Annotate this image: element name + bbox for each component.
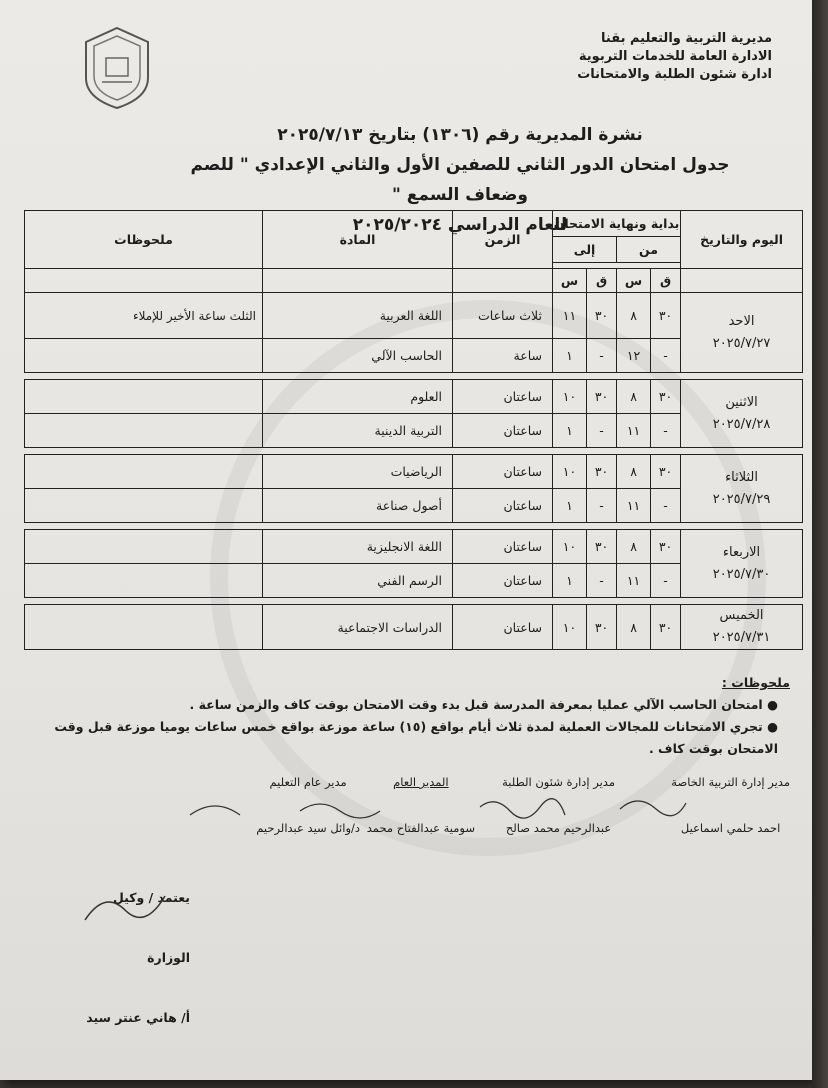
approval-name: أ/ هاني عنتر سيد [86, 1010, 190, 1025]
cell-to-q: - [587, 564, 617, 598]
cell-to-q: - [587, 414, 617, 448]
cell-to-q: ٣٠ [587, 455, 617, 489]
cell-to-q: ٣٠ [587, 380, 617, 414]
day-name: الاربعاء [722, 544, 761, 560]
table-row [25, 380, 803, 414]
cell-to-s: ١ [553, 339, 587, 373]
cell-note [25, 489, 263, 523]
cell-subject: أصول صناعة [263, 489, 453, 523]
cell-note [25, 564, 263, 598]
day-cell [681, 380, 803, 448]
day-name: الاحد [728, 313, 755, 329]
day-cell [681, 455, 803, 523]
table-row [25, 605, 803, 650]
general-title: المدير العام [393, 775, 449, 789]
day-cell [681, 293, 803, 373]
subheader-to-hours: س [553, 269, 587, 293]
background-edge [812, 0, 828, 1088]
cell-duration: ساعتان [453, 380, 553, 414]
day-date: ٢٠٢٥/٧/٢٩ [712, 491, 771, 507]
cell-from-q: ٣٠ [651, 455, 681, 489]
cell-to-q: - [587, 339, 617, 373]
bulletin-title: نشرة المديرية رقم (١٣٠٦) بتاريخ ٢٠٢٥/٧/١٣ [277, 125, 643, 145]
cell-duration: ساعتان [453, 605, 553, 650]
cell-to-s: ١٠ [553, 530, 587, 564]
cell-from-s: ٨ [617, 530, 651, 564]
day-gap [25, 523, 803, 530]
note-text-2: تجري الامتحانات للمجالات العملية لمدة ثلاث أيام بواقع (١٥) ساعة موزعة بواقع خمس ساعات يوميا موزعة قبل وقت الامتحان بوقت كاف . [54, 719, 778, 756]
general-name: سومية عبدالفتاح محمد [366, 821, 475, 835]
approval-signature [80, 890, 170, 930]
cell-to-q: ٣٠ [587, 530, 617, 564]
header-duration: الزمن [453, 211, 553, 269]
header-line-2: الادارة العامة للخدمات التربوية [578, 49, 772, 64]
special-ed-name: احمد حلمي اسماعيل [680, 821, 781, 835]
cell-from-q: - [651, 414, 681, 448]
subheader-from-hours: س [617, 269, 651, 293]
directorate-header [552, 30, 772, 84]
subheader-row [25, 269, 803, 293]
cell-note [25, 455, 263, 489]
handwritten-signatures [150, 789, 790, 829]
cell-subject: الرسم الفني [263, 564, 453, 598]
header-line-3: ادارة شئون الطلبة والامتحانات [577, 67, 772, 82]
header-day-date: اليوم والتاريخ [681, 211, 803, 269]
day-gap [25, 598, 803, 605]
cell-note [25, 414, 263, 448]
table-row [25, 455, 803, 489]
students-title: مدير إدارة شئون الطلبة [502, 775, 615, 789]
cell-from-s: ٨ [617, 605, 651, 650]
signatures [150, 775, 790, 845]
notes-section [30, 672, 790, 760]
cell-to-s: ١٠ [553, 455, 587, 489]
cell-to-s: ١ [553, 564, 587, 598]
cell-note [25, 339, 263, 373]
cell-subject: الرياضيات [263, 455, 453, 489]
cell-subject: العلوم [263, 380, 453, 414]
cell-from-s: ٨ [617, 380, 651, 414]
table-row [25, 530, 803, 564]
cell-to-s: ١٠ [553, 605, 587, 650]
day-date: ٢٠٢٥/٧/٣١ [712, 630, 771, 645]
day-cell [681, 605, 803, 650]
header-start-end: بداية ونهاية الامتحان [553, 211, 681, 237]
cell-subject: اللغة العربية [263, 293, 453, 339]
cell-duration: ساعتان [453, 530, 553, 564]
cell-to-q: ٣٠ [587, 293, 617, 339]
cell-duration: ساعتان [453, 455, 553, 489]
notes-header: ملحوظات : [721, 675, 790, 690]
day-name: الاثنين [725, 394, 758, 410]
note-item-1: ● امتحان الحاسب الآلي عمليا بمعرفة المدرسة قبل بدء وقت الامتحان بوقت كاف والزمن ساعة . [189, 697, 778, 712]
day-date: ٢٠٢٥/٧/٣٠ [712, 566, 771, 582]
header-from: من [617, 237, 681, 263]
cell-to-s: ١١ [553, 293, 587, 339]
cell-duration: ثلاث ساعات [453, 293, 553, 339]
header-notes: ملحوظات [25, 211, 263, 269]
cell-duration: ساعتان [453, 414, 553, 448]
cell-from-q: - [651, 339, 681, 373]
cell-note [25, 530, 263, 564]
day-gap [25, 373, 803, 380]
academic-year: للعام الدراسي ٢٠٢٥/٢٠٢٤ [352, 215, 568, 235]
cell-duration: ساعتان [453, 564, 553, 598]
cell-to-s: ١ [553, 414, 587, 448]
special-ed-title: مدير إدارة التربية الخاصة [671, 775, 790, 789]
cell-from-q: ٣٠ [651, 293, 681, 339]
cell-subject: التربية الدينية [263, 414, 453, 448]
cell-to-s: ١٠ [553, 380, 587, 414]
ministry-logo [80, 24, 154, 110]
cell-note [25, 605, 263, 650]
day-name: الخميس [719, 608, 764, 623]
subheader-from-minutes: ق [651, 269, 681, 293]
cell-subject: الحاسب الآلي [263, 339, 453, 373]
edu-title: مدير عام التعليم [269, 775, 347, 789]
day-date: ٢٠٢٥/٧/٢٧ [712, 335, 771, 351]
cell-from-q: - [651, 564, 681, 598]
subheader-to-minutes: ق [587, 269, 617, 293]
students-name: عبدالرحيم محمد صالح [505, 821, 612, 835]
table-row [25, 293, 803, 339]
cell-from-q: ٣٠ [651, 530, 681, 564]
cell-from-s: ١٢ [617, 339, 651, 373]
cell-subject: الدراسات الاجتماعية [263, 605, 453, 650]
day-cell [681, 530, 803, 598]
approval-label: يعتمد / وكيل الوزارة [112, 890, 190, 965]
cell-from-s: ٨ [617, 293, 651, 339]
cell-to-q: - [587, 489, 617, 523]
cell-to-q: ٣٠ [587, 605, 617, 650]
header-to: إلى [553, 237, 617, 263]
cell-from-s: ٨ [617, 455, 651, 489]
day-name: الثلاثاء [725, 469, 759, 485]
cell-duration: ساعتان [453, 489, 553, 523]
edu-name: د/وائل سيد عبدالرحيم [256, 821, 360, 835]
cell-note [25, 380, 263, 414]
schedule-title: جدول امتحان الدور الثاني للصفين الأول والثاني الإعدادي " للصم وضعاف السمع " [190, 155, 730, 205]
cell-from-s: ١١ [617, 414, 651, 448]
cell-from-s: ١١ [617, 564, 651, 598]
note-item-2: ● تجري الامتحانات للمجالات العملية لمدة ثلاث أيام بواقع (١٥) ساعة موزعة بواقع خمس ساعات يوميا موزعة قبل وقت الامتحان بوقت كاف . [54, 719, 778, 756]
day-date: ٢٠٢٥/٧/٢٨ [712, 416, 771, 432]
header-subject: المادة [263, 211, 453, 269]
cell-duration: ساعة [453, 339, 553, 373]
cell-from-s: ١١ [617, 489, 651, 523]
note-text-1: امتحان الحاسب الآلي عمليا بمعرفة المدرسة قبل بدء وقت الامتحان بوقت كاف والزمن ساعة . [189, 697, 763, 712]
cell-from-q: ٣٠ [651, 380, 681, 414]
cell-to-s: ١ [553, 489, 587, 523]
exam-schedule-table [24, 210, 803, 650]
day-gap [25, 448, 803, 455]
cell-note: الثلث ساعة الأخير للإملاء [25, 293, 263, 339]
cell-from-q: - [651, 489, 681, 523]
cell-from-q: ٣٠ [651, 605, 681, 650]
header-line-1: مديرية التربية والتعليم بقنا [601, 31, 772, 46]
cell-subject: اللغة الانجليزية [263, 530, 453, 564]
